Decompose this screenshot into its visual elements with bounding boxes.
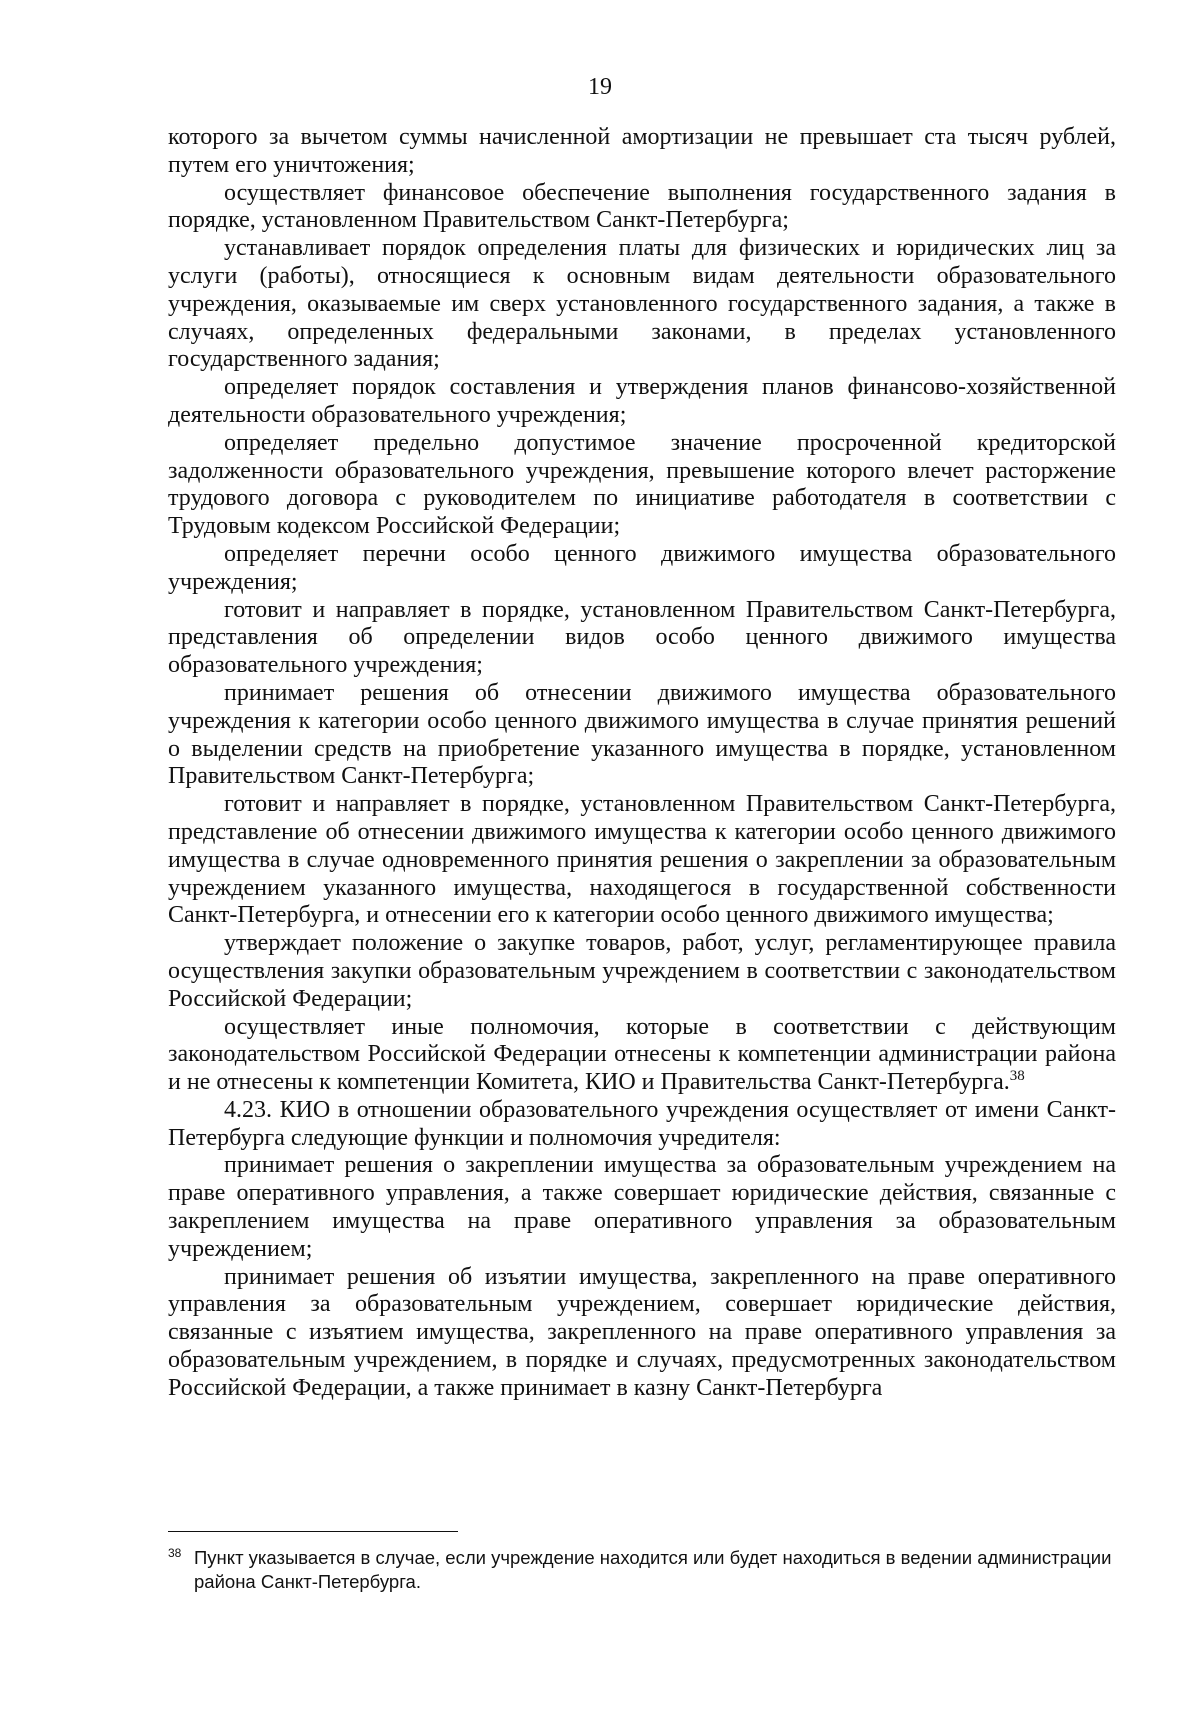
page-number: 19 [588,74,612,100]
paragraph: определяет предельно допустимое значение просроченной кредиторской задолженности образовательного учреждения, превышение которого влечет расторжение трудового договора с руководителем по инициативе работодателя в соответствии с Трудовым кодексом Российской Федерации; [168,429,1116,540]
paragraph: осуществляет финансовое обеспечение выполнения государственного задания в порядке, установленном Правительством Санкт-Петербурга; [168,179,1116,234]
footnote-mark: 38 [168,1546,182,1560]
paragraph: утверждает положение о закупке товаров, работ, услуг, регламентирующее правила осуществления закупки образовательным учреждением в соответствии с законодательством Российской Федерации; [168,930,1116,1012]
body-text [168,124,1116,1403]
footnote-text: Пункт указывается в случае, если учреждение находится или будет находиться в ведении администрации района Санкт-Петербурга. [194,1547,1112,1592]
paragraph-continuation: которого за вычетом суммы начисленной амортизации не превышает ста тысяч рублей, путем его уничтожения; [168,124,1116,178]
paragraph-with-footnote [168,1014,1116,1097]
section-heading-paragraph: 4.23. КИО в отношении образовательного учреждения осуществляет от имени Санкт-Петербурга следующие функции и полномочия учредителя: [168,1096,1116,1151]
paragraph: принимает решения об отнесении движимого имущества образовательного учреждения к категории особо ценного движимого имущества в случае принятия решений о выделении средств на приобретение указанного имущества в порядке, установленном Правительством Санкт-Петербурга; [168,679,1116,790]
paragraph: устанавливает порядок определения платы для физических и юридических лиц за услуги (работы), относящиеся к основным видам деятельности образовательного учреждения, оказываемые им сверх установленного государственного задания, а также в случаях, определенных федеральными законами, в пределах установленного государственного задания; [168,235,1116,373]
paragraph: готовит и направляет в порядке, установленном Правительством Санкт-Петербурга, представление об отнесении движимого имущества к категории особо ценного движимого имущества в случае одновременного принятия решения о закреплении за образовательным учреждением указанного имущества, находящегося в государственной собственности Санкт-Петербурга, и отнесении его к категории особо ценного движимого имущества; [168,791,1116,929]
footnote-divider [168,1531,458,1532]
footnote [168,1546,1118,1594]
paragraph: принимает решения о закреплении имущества за образовательным учреждением на праве оперативного управления, а также совершает юридические действия, связанные с закреплением имущества на праве оперативного управления за образовательным учреждением; [168,1152,1116,1262]
paragraph: определяет перечни особо ценного движимого имущества образовательного учреждения; [168,540,1116,595]
footnote-reference[interactable]: 38 [1009,1068,1025,1085]
paragraph: принимает решения об изъятии имущества, закрепленного на праве оперативного управления за образовательным учреждением, совершает юридические действия, связанные с изъятием имущества, закрепленного на праве оперативного управления за образовательным учреждением, в порядке и случаях, предусмотренных законодательством Российской Федерации, а также принимает в казну Санкт-Петербурга [168,1263,1116,1401]
paragraph: готовит и направляет в порядке, установленном Правительством Санкт-Петербурга, представления об определении видов особо ценного движимого имущества образовательного учреждения; [168,596,1116,679]
paragraph-text: осуществляет иные полномочия, которые в соответствии с действующим законодательством Российской Федерации отнесены к компетенции администрации района и не отнесены к компетенции Комитета, КИО и Правительства Санкт-Петербурга. [168,1013,1116,1096]
paragraph: определяет порядок составления и утверждения планов финансово-хозяйственной деятельности образовательного учреждения; [168,374,1116,428]
